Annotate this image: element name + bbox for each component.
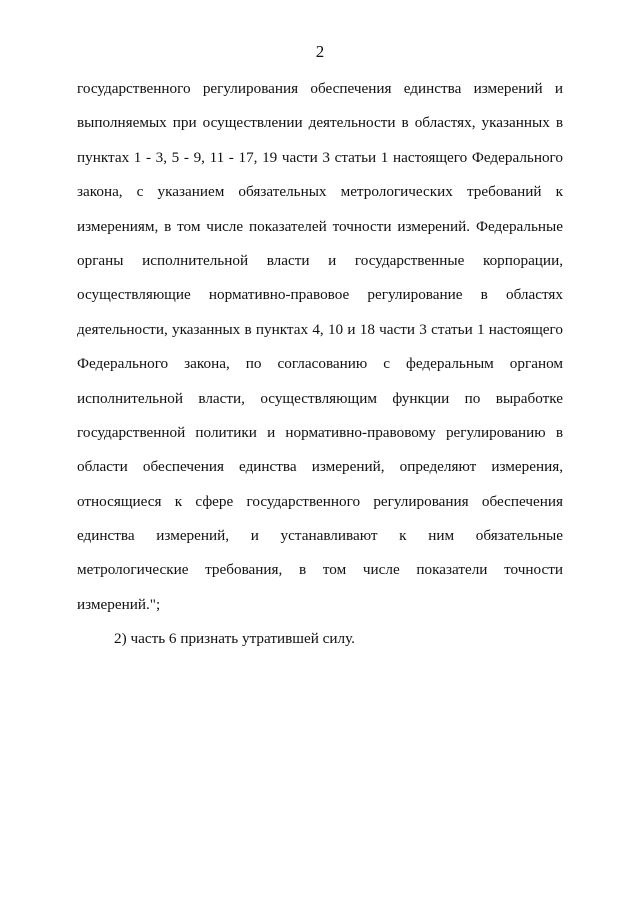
text-line: деятельности, указанных в пунктах 4, 10 и 18 части 3 статьи 1 настоящего [77, 320, 563, 338]
text-line: измерений."; [77, 595, 161, 613]
text-line: органы исполнительной власти и государственные корпорации, [77, 251, 563, 269]
text-line: метрологические требования, в том числе показатели точности [77, 561, 563, 579]
text-line: пунктах 1 - 3, 5 - 9, 11 - 17, 19 части 3 статьи 1 настоящего Федерального [77, 148, 563, 166]
text-line: выполняемых при осуществлении деятельности в областях, указанных в [77, 114, 563, 132]
text-line: относящиеся к сфере государственного регулирования обеспечения [77, 492, 563, 510]
text-line: единства измерений, и устанавливают к ним обязательные [77, 527, 563, 545]
list-item-2: 2) часть 6 признать утратившей силу. [114, 630, 355, 648]
document-body [77, 79, 563, 664]
text-line: осуществляющие нормативно-правовое регулирование в областях [77, 286, 563, 304]
text-line: государственного регулирования обеспечения единства измерений и [77, 80, 563, 97]
text-line: государственной политики и нормативно-правовому регулированию в [77, 423, 563, 441]
text-line: закона, с указанием обязательных метрологических требований к [77, 183, 563, 201]
page-number: 2 [315, 42, 325, 61]
text-line: исполнительной власти, осуществляющим функции по выработке [77, 389, 563, 407]
text-line: Федерального закона, по согласованию с федеральным органом [77, 355, 563, 373]
text-line: измерениям, в том числе показателей точности измерений. Федеральные [77, 217, 563, 235]
text-line: области обеспечения единства измерений, определяют измерения, [77, 458, 563, 476]
